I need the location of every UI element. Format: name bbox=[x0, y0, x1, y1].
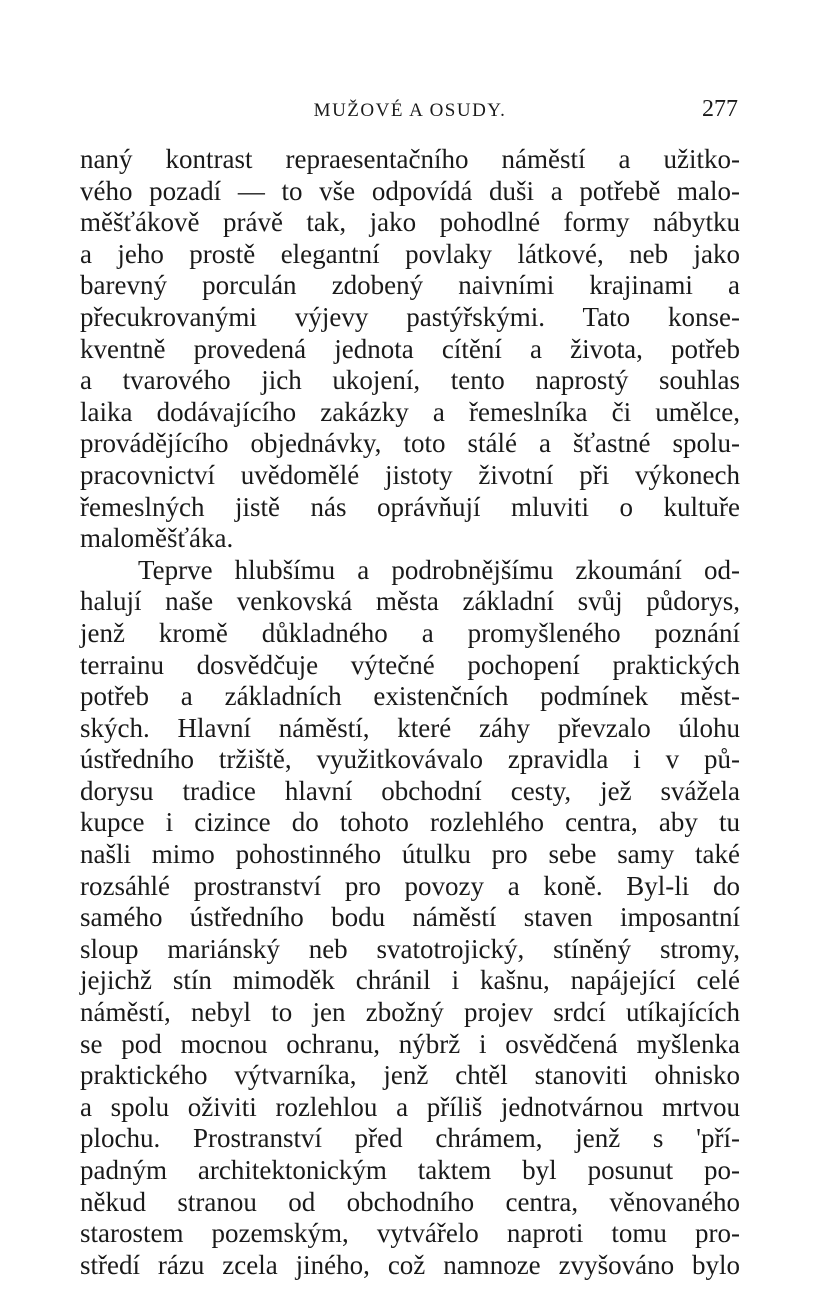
text-line: rozsáhlé prostranství pro povozy a koně. Byl-li do bbox=[80, 870, 740, 901]
text-line: našli mimo pohostinného útulku pro sebe samy také bbox=[80, 839, 740, 870]
running-head bbox=[80, 96, 740, 132]
text-line: jejichž stín mimoděk chránil i kašnu, napájející celé bbox=[80, 965, 740, 996]
text-line: pracovnictví uvědomělé jistoty životní při výkonech bbox=[80, 459, 740, 490]
text-line: jenž kromě důkladného a promyšleného poznání bbox=[80, 617, 740, 648]
text-line: přecukrovanými výjevy pastýřskými. Tato konse- bbox=[80, 301, 740, 332]
text-line: barevný porculán zdobený naivními krajinami a bbox=[80, 270, 740, 301]
text-line: maloměšťáka. bbox=[80, 523, 234, 554]
text-line: kupce i cizince do tohoto rozlehlého centra, aby tu bbox=[80, 807, 740, 838]
text-line: halují naše venkovská města základní svůj půdorys, bbox=[80, 586, 740, 617]
text-line: padným architektonickým taktem byl posunut po- bbox=[80, 1155, 740, 1185]
text-line: někud stranou od obchodního centra, věnovaného bbox=[80, 1186, 740, 1217]
text-line: naný kontrast repraesentačního náměstí a užitko- bbox=[80, 144, 740, 174]
text-line: praktického výtvarníka, jenž chtěl stanoviti ohnisko bbox=[80, 1060, 740, 1091]
running-title: MUŽOVÉ A OSUDY. bbox=[313, 100, 507, 121]
text-line: kventně provedená jednota cítění a života, potřeb bbox=[80, 333, 740, 364]
text-line: terrainu dosvědčuje výtečné pochopení praktických bbox=[80, 649, 740, 680]
page-number: 277 bbox=[702, 96, 738, 122]
text-line: a spolu oživiti rozlehlou a příliš jednotvárnou mrtvou bbox=[80, 1091, 740, 1122]
text-line: plochu. Prostranství před chrámem, jenž s 'pří- bbox=[80, 1123, 740, 1154]
text-line: Teprve hlubšímu a podrobnějšímu zkoumání od- bbox=[138, 554, 740, 585]
text-line: vého pozadí — to vše odpovídá duši a potřebě malo- bbox=[80, 175, 740, 206]
body-text bbox=[80, 144, 740, 1281]
text-line: se pod mocnou ochranu, nýbrž i osvědčená myšlenka bbox=[80, 1028, 740, 1059]
text-line: a tvarového jich ukojení, tento naprostý souhlas bbox=[80, 365, 740, 396]
text-line: ských. Hlavní náměstí, které záhy převzalo úlohu bbox=[80, 712, 740, 743]
text-line: potřeb a základních existenčních podmínek měst- bbox=[80, 681, 740, 712]
text-line: provádějícího objednávky, toto stálé a šťastné spolu- bbox=[80, 428, 740, 459]
text-line: ústředního tržiště, využitkovávalo zpravidla i v pů- bbox=[80, 744, 740, 775]
text-line: dorysu tradice hlavní obchodní cesty, jež svážela bbox=[80, 775, 740, 806]
text-line: měšťákově právě tak, jako pohodlné formy nábytku bbox=[80, 207, 740, 238]
text-line: sloup mariánský neb svatotrojický, stíněný stromy, bbox=[80, 933, 740, 964]
text-line: laika dodávajícího zakázky a řemeslníka či umělce, bbox=[80, 396, 740, 427]
book-page bbox=[80, 96, 740, 1281]
text-line: a jeho prostě elegantní povlaky látkové, neb jako bbox=[80, 238, 740, 269]
text-line: náměstí, nebyl to jen zbožný projev srdcí utíkajících bbox=[80, 997, 740, 1028]
text-line: starostem pozemským, vytvářelo naproti tomu pro- bbox=[80, 1218, 740, 1249]
text-line: samého ústředního bodu náměstí staven imposantní bbox=[80, 902, 740, 933]
text-line: řemeslných jistě nás oprávňují mluviti o kultuře bbox=[80, 491, 740, 522]
text-line: středí rázu zcela jiného, což namnoze zvyšováno bylo bbox=[80, 1249, 740, 1280]
